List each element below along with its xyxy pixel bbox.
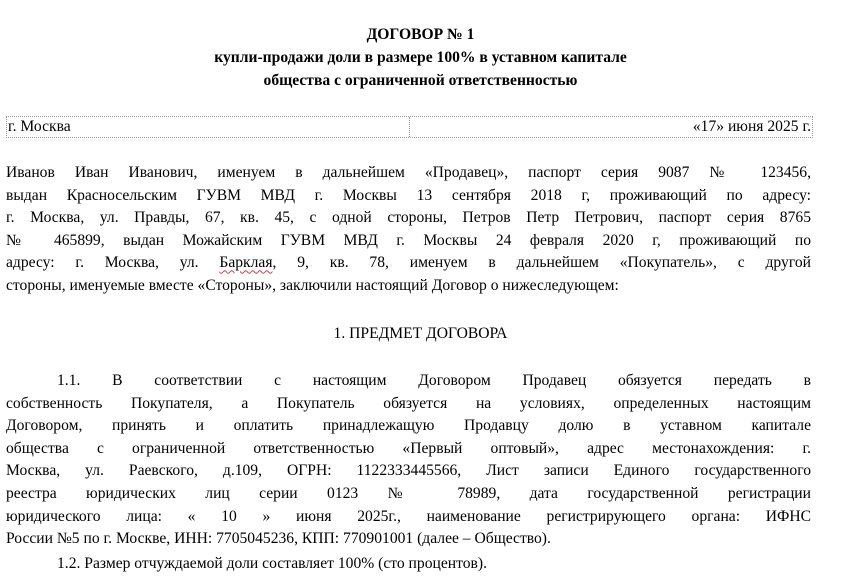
- date-cell: «17» июня 2025 г.: [692, 118, 811, 135]
- clause-line: общества с ограниченной ответственностью «Первый оптовый», адрес местонахождения: г.: [6, 439, 811, 457]
- clause-line: Москва, ул. Раевского, д.109, ОГРН: 1122333445566, Лист записи Единого государственного: [6, 462, 811, 480]
- intro-line-part: адресу: г. Москва, ул.: [6, 254, 220, 272]
- place-date-table: [6, 116, 813, 138]
- contract-subtitle-line2: общества с ограниченной ответственностью: [263, 72, 578, 89]
- contract-title: ДОГОВОР № 1: [366, 26, 475, 43]
- intro-line: Иванов Иван Иванович, именуем в дальнейшем «Продавец», паспорт серия 9087 № 123456,: [6, 164, 811, 181]
- intro-line: г. Москва, ул. Правды, 67, кв. 45, с одной стороны, Петров Петр Петрович, паспорт серия 8765: [6, 209, 811, 227]
- clause-line: России №5 по г. Москве, ИНН: 7705045236, КПП: 770901001 (далее – Общество).: [6, 530, 551, 548]
- clause-1-1: [6, 370, 811, 551]
- clause-line: реестра юридических лиц серии 0123 № 78989, дата государственной регистрации: [6, 484, 811, 502]
- place-cell: г. Москва: [7, 117, 410, 137]
- intro-line: [6, 252, 811, 275]
- clause-line: юридического лица: « 10 » июня 2025г., наименование регистрирующего органа: ИФНС: [6, 507, 811, 525]
- clause-line: собственность Покупателя, а Покупатель обязуется на условиях, определенных настоящим: [6, 394, 811, 412]
- clause-line: Договором, принять и оплатить принадлежащую Продавцу долю в уставном капитале: [6, 417, 811, 435]
- intro-line: стороны, именуемые вместе «Стороны», заключили настоящий Договор о нижеследующем:: [6, 276, 619, 294]
- intro-line-part: , 9, кв. 78, именуем в дальнейшем «Покупатель», с другой: [272, 254, 811, 272]
- section-heading: 1. ПРЕДМЕТ ДОГОВОРА: [333, 325, 508, 342]
- intro-line: № 465899, выдан Можайским ГУВМ МВД г. Москвы 24 февраля 2020 г, проживающий по: [6, 231, 811, 249]
- intro-paragraph: [6, 162, 811, 298]
- clause-line: 1.1. В соответствии с настоящим Договором Продавец обязуется передать в: [57, 372, 811, 389]
- contract-subtitle-line1: купли-продажи доли в размере 100% в уставном капитале: [214, 49, 627, 66]
- intro-line: выдан Красносельским ГУВМ МВД г. Москвы 13 сентября 2018 г, проживающий по адресу:: [6, 186, 811, 204]
- spellcheck-word: Барклая: [219, 254, 273, 272]
- clause-1-2: 1.2. Размер отчуждаемой доли составляет 100% (сто процентов).: [57, 555, 487, 572]
